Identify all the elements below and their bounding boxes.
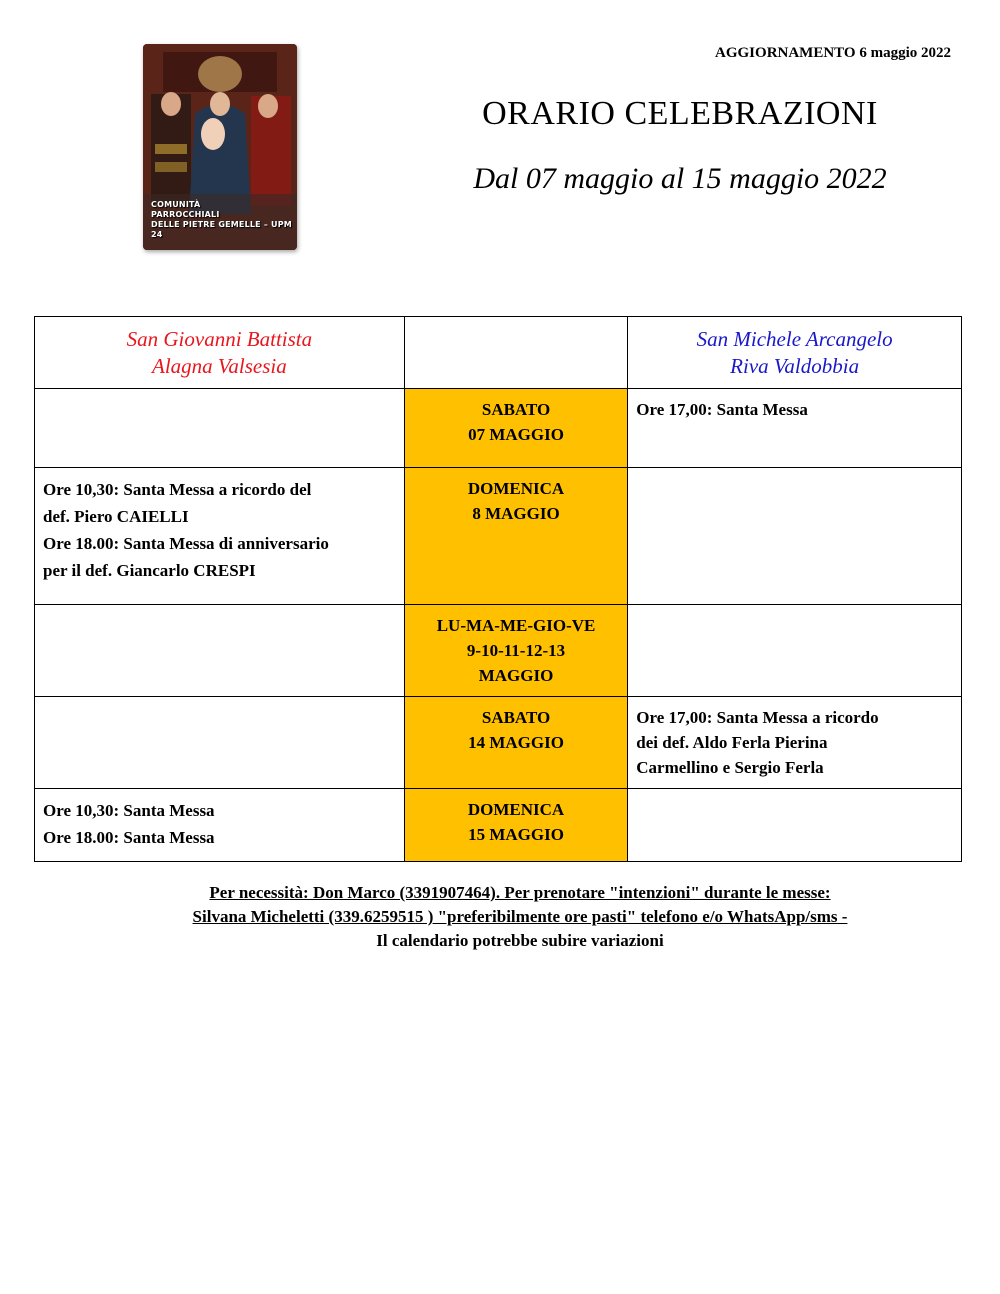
mass-line: Ore 18.00: Santa Messa — [43, 828, 215, 847]
parish-location: Alagna Valsesia — [152, 354, 287, 378]
parish-location: Riva Valdobbia — [730, 354, 860, 378]
left-cell — [35, 789, 405, 862]
mass-line: Ore 10,30: Santa Messa a ricordo del — [43, 480, 312, 499]
logo-caption-line: DELLE PIETRE GEMELLE – UPM 24 — [151, 220, 292, 239]
table-row — [35, 468, 962, 605]
table-row — [35, 697, 962, 789]
day-line: 07 MAGGIO — [468, 425, 564, 444]
mass-line: Ore 17,00: Santa Messa — [636, 400, 808, 419]
right-cell — [628, 605, 962, 697]
day-line: DOMENICA — [467, 479, 565, 498]
mass-line: Carmellino e Sergio Ferla — [636, 758, 824, 777]
header-right-parish — [628, 317, 962, 389]
header-mid-empty — [404, 317, 627, 389]
day-line: MAGGIO — [478, 666, 554, 685]
mass-line: def. Piero CAIELLI — [43, 507, 189, 526]
right-cell — [628, 697, 962, 789]
footer-booking-line: Silvana Micheletti (339.6259515 ) "preferibilmente ore pasti" telefono e/o WhatsApp/sms - — [192, 907, 848, 926]
mass-line: Ore 17,00: Santa Messa a ricordo — [636, 708, 879, 727]
table-header-row — [35, 317, 962, 389]
table-row — [35, 389, 962, 468]
day-line: SABATO — [481, 400, 551, 419]
day-line: 15 MAGGIO — [468, 825, 564, 844]
day-cell — [404, 789, 627, 862]
left-cell — [35, 605, 405, 697]
right-cell — [628, 789, 962, 862]
header-left-parish — [35, 317, 405, 389]
left-cell — [35, 697, 405, 789]
footer-notes — [0, 881, 1000, 953]
parish-name: San Michele Arcangelo — [696, 327, 893, 351]
right-cell — [628, 468, 962, 605]
footer-contact-line: Per necessità: Don Marco (3391907464). Per prenotare "intenzioni" durante le messe: — [209, 883, 831, 902]
day-cell — [404, 389, 627, 468]
day-line: 9-10-11-12-13 — [466, 641, 566, 660]
logo-caption-line: COMUNITÀ — [151, 200, 201, 209]
day-line: DOMENICA — [467, 800, 565, 819]
schedule-table — [34, 316, 962, 862]
mass-line: per il def. Giancarlo CRESPI — [43, 561, 256, 580]
logo-caption — [151, 200, 293, 240]
mass-line: Ore 18.00: Santa Messa di anniversario — [43, 534, 329, 553]
day-cell — [404, 605, 627, 697]
day-line: 14 MAGGIO — [468, 733, 564, 752]
day-cell — [404, 697, 627, 789]
mass-line: dei def. Aldo Ferla Pierina — [636, 733, 828, 752]
page-title: ORARIO CELEBRAZIONI — [482, 95, 878, 132]
parish-logo — [143, 44, 297, 250]
left-cell — [35, 468, 405, 605]
footer-disclaimer: Il calendario potrebbe subire variazioni — [376, 931, 664, 950]
day-line: LU-MA-ME-GIO-VE — [436, 616, 596, 635]
day-line: SABATO — [481, 708, 551, 727]
mass-line: Ore 10,30: Santa Messa — [43, 801, 215, 820]
update-date: AGGIORNAMENTO 6 maggio 2022 — [715, 45, 951, 61]
day-line: 8 MAGGIO — [472, 504, 560, 523]
logo-caption-line: PARROCCHIALI — [151, 210, 220, 219]
date-range: Dal 07 maggio al 15 maggio 2022 — [473, 162, 887, 195]
parish-name: San Giovanni Battista — [126, 327, 313, 351]
right-cell — [628, 389, 962, 468]
table-row — [35, 605, 962, 697]
left-cell — [35, 389, 405, 468]
day-cell — [404, 468, 627, 605]
table-row — [35, 789, 962, 862]
